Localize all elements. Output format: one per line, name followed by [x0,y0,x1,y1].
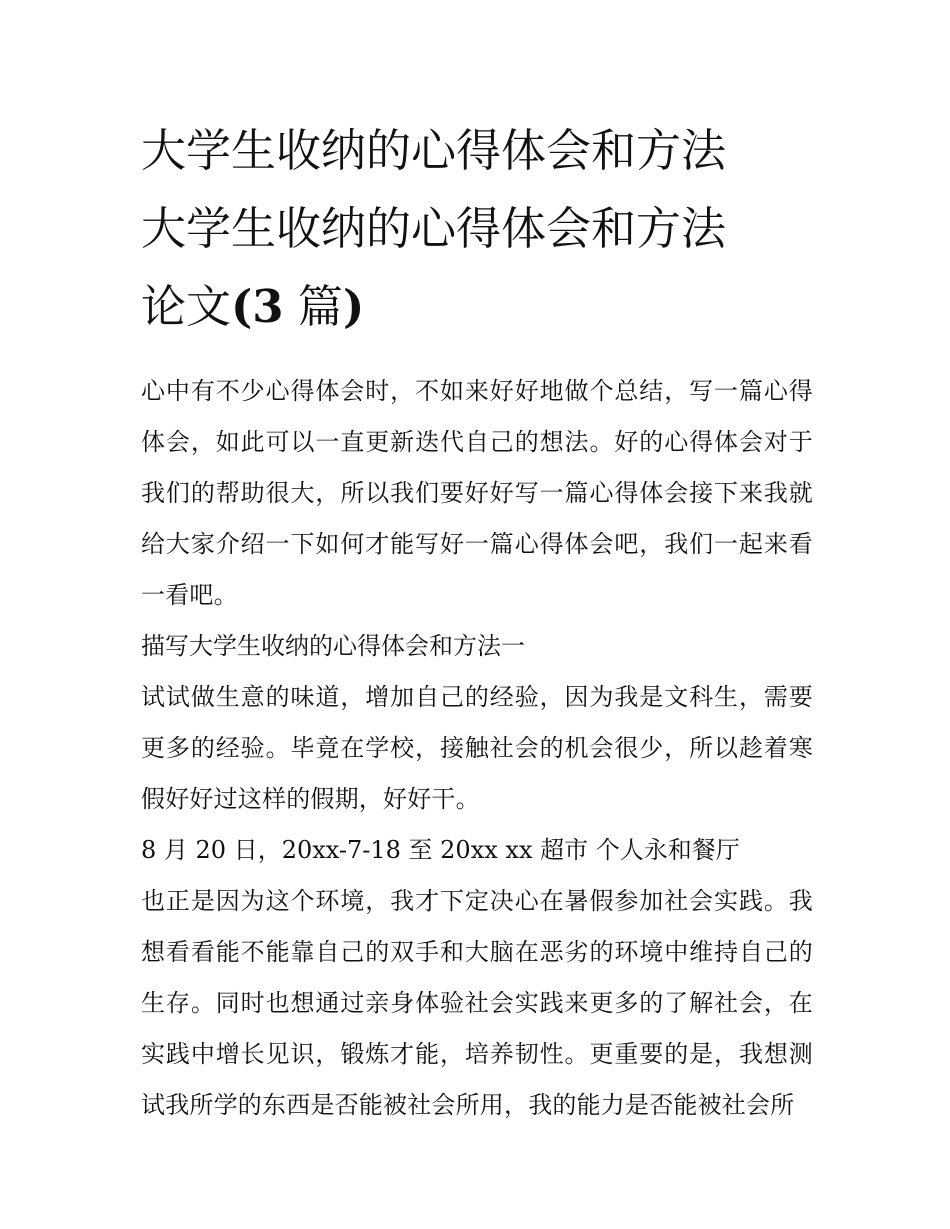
title-line-3-prefix: 论文 [141,280,232,333]
title-line-2: 大学生收纳的心得体会和方法 [141,202,727,255]
document-title [141,112,813,346]
paragraph-2: 试试做生意的味道，增加自己的经验，因为我是文科生，需要更多的经验。毕竟在学校，接触社会的机会很少，所以趁着寒假好好过这样的假期，好好干。 [141,683,813,813]
date-line: 8 月 20 日，20xx-7-18 至 20xx xx 超市 个人永和餐厅 [141,836,740,864]
paragraph-3: 也正是因为这个环境，我才下定决心在暑假参加社会实践。我想看看能不能靠自己的双手和大脑在恶劣的环境中维持自己的生存。同时也想通过亲身体验社会实践来更多的了解社会，在实践中增长见识，锻炼才能，培养韧性。更重要的是，我想测试我所学的东西是否能被社会所用，我的能力是否能被社会所 [141,887,813,1119]
document-page [141,112,813,1131]
intro-paragraph: 心中有不少心得体会时，不如来好好地做个总结，写一篇心得体会，如此可以一直更新迭代自己的想法。好的心得体会对于我们的帮助很大，所以我们要好好写一篇心得体会接下来我就给大家介绍一下如何才能写好一篇心得体会吧，我们一起来看一看吧。 [141,377,813,609]
section-heading: 描写大学生收纳的心得体会和方法一 [141,632,525,660]
title-line-3-mid: 篇 [283,280,343,333]
title-line-3-suffix: ) [342,280,365,333]
title-line-3-number: (3 [231,280,284,333]
title-line-1: 大学生收纳的心得体会和方法 [141,124,727,177]
